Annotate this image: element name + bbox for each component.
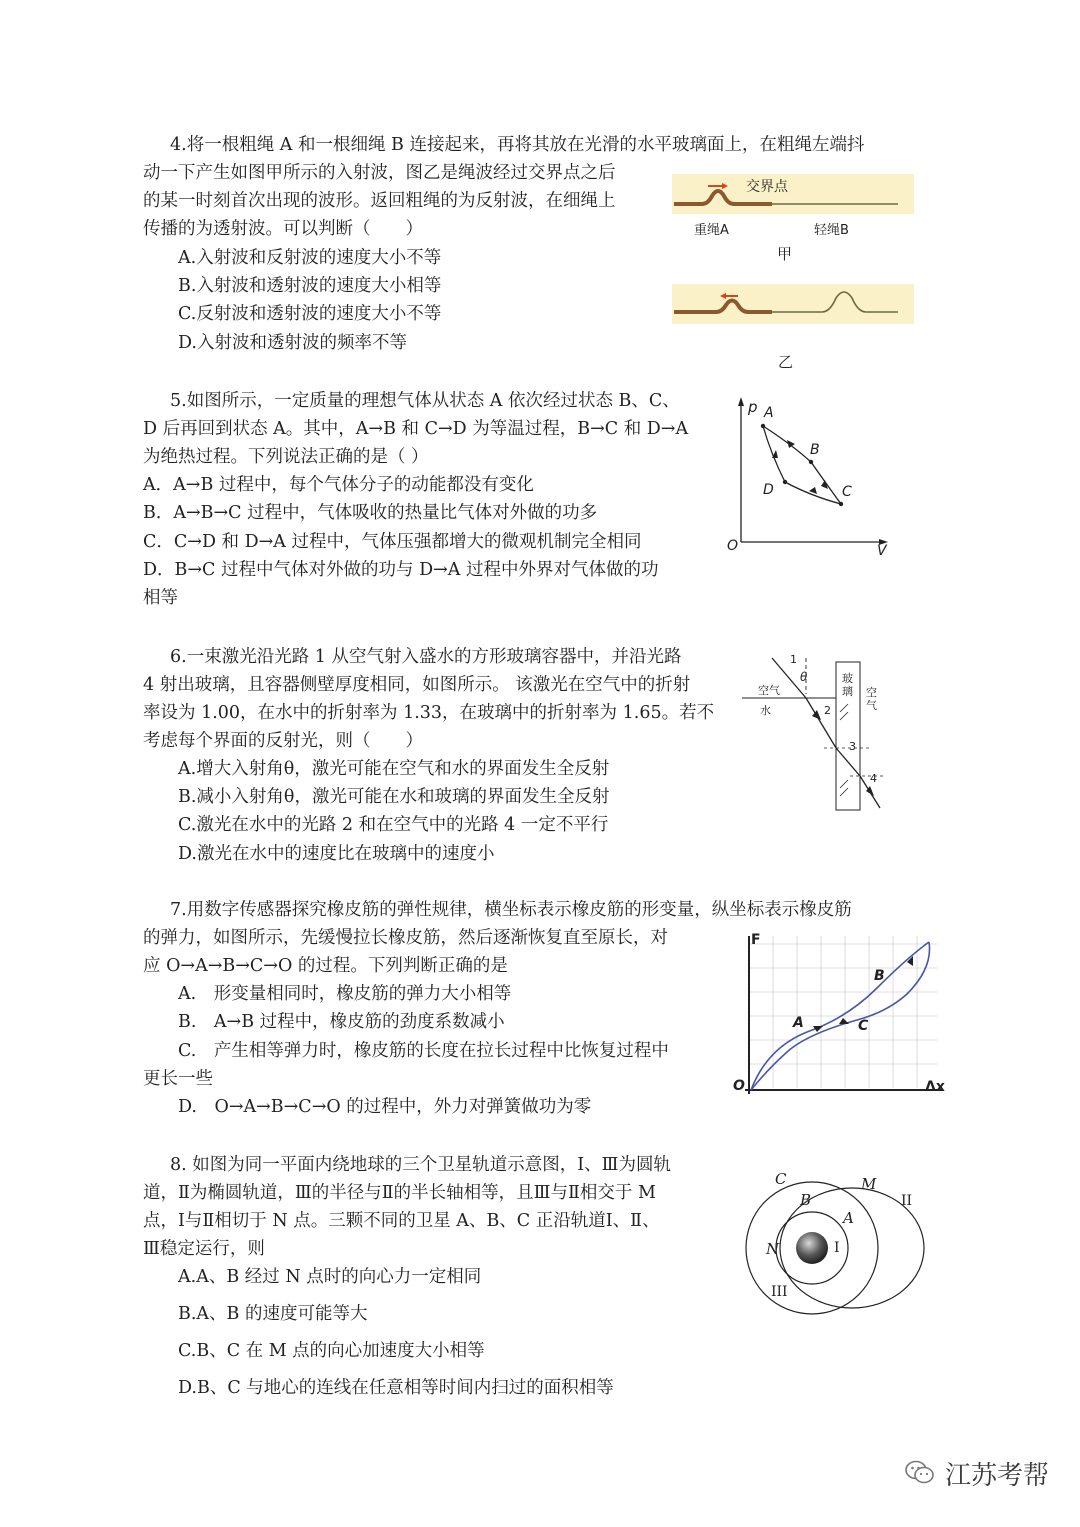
q8-label-b: B bbox=[800, 1191, 812, 1209]
q7-option-d: D. O→A→B→C→O 的过程中，外力对弹簧做功为零 bbox=[178, 1097, 592, 1117]
q8-option-b: B.A、B 的速度可能等大 bbox=[178, 1304, 368, 1324]
q6-line-4: 考虑每个界面的反射光，则（ ） bbox=[143, 731, 423, 751]
q7-force-graph bbox=[737, 928, 947, 1100]
q8-label-c: C bbox=[775, 1170, 787, 1188]
q6-refraction-diagram bbox=[740, 650, 890, 815]
q4-option-b: B.入射波和透射波的速度大小相等 bbox=[178, 276, 442, 296]
q8-label-orbit-1: I bbox=[834, 1240, 840, 1256]
q6-label-theta: θ bbox=[800, 670, 808, 684]
q5-origin: O bbox=[727, 538, 739, 554]
q4-figure-jia-panel bbox=[672, 174, 914, 214]
q5-axis-p: p bbox=[748, 398, 758, 416]
q6-option-b: B.减小入射角θ，激光可能在水和玻璃的界面发生全反射 bbox=[178, 787, 610, 807]
q6-option-c: C.激光在水中的光路 2 和在空气中的光路 4 一定不平行 bbox=[178, 815, 609, 835]
q4-line-3: 的某一时刻首次出现的波形。返回粗绳的为反射波，在细绳上 bbox=[143, 191, 616, 211]
q5-option-b: B．A→B→C 过程中，气体吸收的热量比气体对外做的功多 bbox=[143, 503, 598, 523]
q8-label-orbit-3: III bbox=[771, 1284, 788, 1300]
q7-point-a: A bbox=[793, 1015, 804, 1031]
q4-junction-label: 交界点 bbox=[746, 179, 788, 195]
q6-line-2: 4 射出玻璃，且容器侧壁厚度相同，如图所示。 该激光在空气中的折射 bbox=[143, 675, 691, 695]
q8-label-orbit-2: II bbox=[901, 1193, 913, 1209]
watermark bbox=[905, 1455, 1049, 1492]
q8-option-a: A.A、B 经过 N 点时的向心力一定相同 bbox=[178, 1267, 482, 1287]
q8-label-a: A bbox=[843, 1209, 854, 1227]
wechat-icon bbox=[905, 1459, 935, 1489]
q8-line-3: 点，Ⅰ与Ⅱ相切于 N 点。三颗不同的卫星 A、B、C 正沿轨道Ⅰ、Ⅱ、 bbox=[143, 1211, 660, 1231]
watermark-text: 江苏考帮 bbox=[945, 1461, 1050, 1491]
q4-rope-b-label: 轻绳B bbox=[814, 223, 849, 238]
q5-line-2: D 后再回到状态 A。其中，A→B 和 C→D 为等温过程，B→C 和 D→A bbox=[143, 419, 689, 439]
q7-axis-dx: Δx bbox=[925, 1079, 945, 1095]
q8-option-c: C.B、C 在 M 点的向心加速度大小相等 bbox=[178, 1341, 485, 1361]
q7-line-1: 7.用数字传感器探究橡皮筋的弹性规律，横坐标表示橡皮筋的形变量，纵坐标表示橡皮筋 bbox=[170, 900, 852, 920]
q6-option-d: D.激光在水中的速度比在玻璃中的速度小 bbox=[178, 844, 495, 864]
q5-option-d-cont: 相等 bbox=[143, 588, 178, 608]
q5-point-a: A bbox=[764, 405, 774, 421]
q4-option-a: A.入射波和反射波的速度大小不等 bbox=[178, 248, 442, 268]
q8-label-m: M bbox=[861, 1175, 877, 1193]
q4-figure-yi-panel bbox=[672, 284, 914, 324]
q7-option-c: C. 产生相等弹力时，橡皮筋的长度在拉长过程中比恢复过程中 bbox=[178, 1041, 669, 1061]
q6-label-path-4: 4 bbox=[870, 772, 877, 785]
q7-option-a: A. 形变量相同时，橡皮筋的弹力大小相等 bbox=[178, 984, 512, 1004]
q5-point-d: D bbox=[763, 482, 774, 498]
q7-origin: O bbox=[733, 1078, 745, 1094]
q6-label-glass: 玻璃 bbox=[842, 672, 853, 698]
q7-option-c-cont: 更长一些 bbox=[143, 1069, 213, 1089]
q6-line-3: 率设为 1.00，在水中的折射率为 1.33，在玻璃中的折射率为 1.65。若不 bbox=[143, 703, 715, 723]
q8-line-2: 道，Ⅱ为椭圆轨道，Ⅲ的半径与Ⅱ的半长轴相等，且Ⅲ与Ⅱ相交于 M bbox=[143, 1183, 656, 1203]
q5-option-a: A．A→B 过程中，每个气体分子的动能都没有变化 bbox=[143, 475, 534, 495]
q6-line-1: 6.一束激光沿光路 1 从空气射入盛水的方形玻璃容器中，并沿光路 bbox=[170, 647, 682, 667]
q4-line-4: 传播的为透射波。可以判断（ ） bbox=[143, 219, 423, 239]
q5-point-b: B bbox=[810, 442, 820, 458]
q8-line-4: Ⅲ稳定运行，则 bbox=[143, 1239, 265, 1259]
q5-line-3: 为绝热过程。下列说法正确的是（ ） bbox=[143, 447, 429, 467]
q6-label-path-1: 1 bbox=[790, 653, 797, 666]
q6-label-air-right: 空气 bbox=[866, 686, 877, 712]
q8-label-n: N bbox=[766, 1240, 780, 1258]
q8-line-1: 8. 如图为同一平面内绕地球的三个卫星轨道示意图，Ⅰ、Ⅲ为圆轨 bbox=[170, 1155, 672, 1175]
q4-line-2: 动一下产生如图甲所示的入射波，图乙是绳波经过交界点之后 bbox=[143, 163, 616, 183]
q5-option-c: C．C→D 和 D→A 过程中，气体压强都增大的微观机制完全相同 bbox=[143, 532, 642, 552]
q7-option-b: B. A→B 过程中，橡皮筋的劲度系数减小 bbox=[178, 1012, 505, 1032]
q6-option-a: A.增大入射角θ，激光可能在空气和水的界面发生全反射 bbox=[178, 759, 610, 779]
q5-point-c: C bbox=[842, 484, 852, 500]
q7-line-2: 的弹力，如图所示，先缓慢拉长橡皮筋，然后逐渐恢复直至原长，对 bbox=[143, 928, 668, 948]
q5-pv-diagram bbox=[725, 392, 895, 562]
q6-label-water: 水 bbox=[760, 704, 771, 717]
q5-axis-v: V bbox=[877, 543, 887, 559]
q6-label-path-2: 2 bbox=[824, 704, 831, 717]
q4-option-d: D.入射波和透射波的频率不等 bbox=[178, 333, 407, 353]
q5-option-d: D．B→C 过程中气体对外做的功与 D→A 过程中外界对气体做的功 bbox=[143, 560, 659, 580]
q6-label-air-left: 空气 bbox=[758, 684, 780, 697]
q7-point-c: C bbox=[858, 1018, 869, 1034]
q7-line-3: 应 O→A→B→C→O 的过程。下列判断正确的是 bbox=[143, 956, 508, 976]
q4-jia-label: 甲 bbox=[777, 245, 793, 263]
q4-rope-jia bbox=[672, 174, 914, 214]
q7-axis-f: F bbox=[751, 932, 761, 948]
q4-line-1: 4.将一根粗绳 A 和一根细绳 B 连接起来，再将其放在光滑的水平玻璃面上，在粗绳左端抖 bbox=[170, 135, 865, 155]
q6-label-path-3: 3 bbox=[849, 740, 856, 753]
q8-option-d: D.B、C 与地心的连线在任意相等时间内扫过的面积相等 bbox=[178, 1378, 614, 1398]
q4-rope-a-label: 重绳A bbox=[694, 223, 729, 238]
q4-yi-label: 乙 bbox=[778, 353, 794, 371]
q4-option-c: C.反射波和透射波的速度大小不等 bbox=[178, 304, 442, 324]
q5-line-1: 5.如图所示，一定质量的理想气体从状态 A 依次经过状态 B、C、 bbox=[170, 391, 680, 411]
q4-rope-yi bbox=[672, 284, 914, 324]
q7-point-b: B bbox=[874, 968, 885, 984]
